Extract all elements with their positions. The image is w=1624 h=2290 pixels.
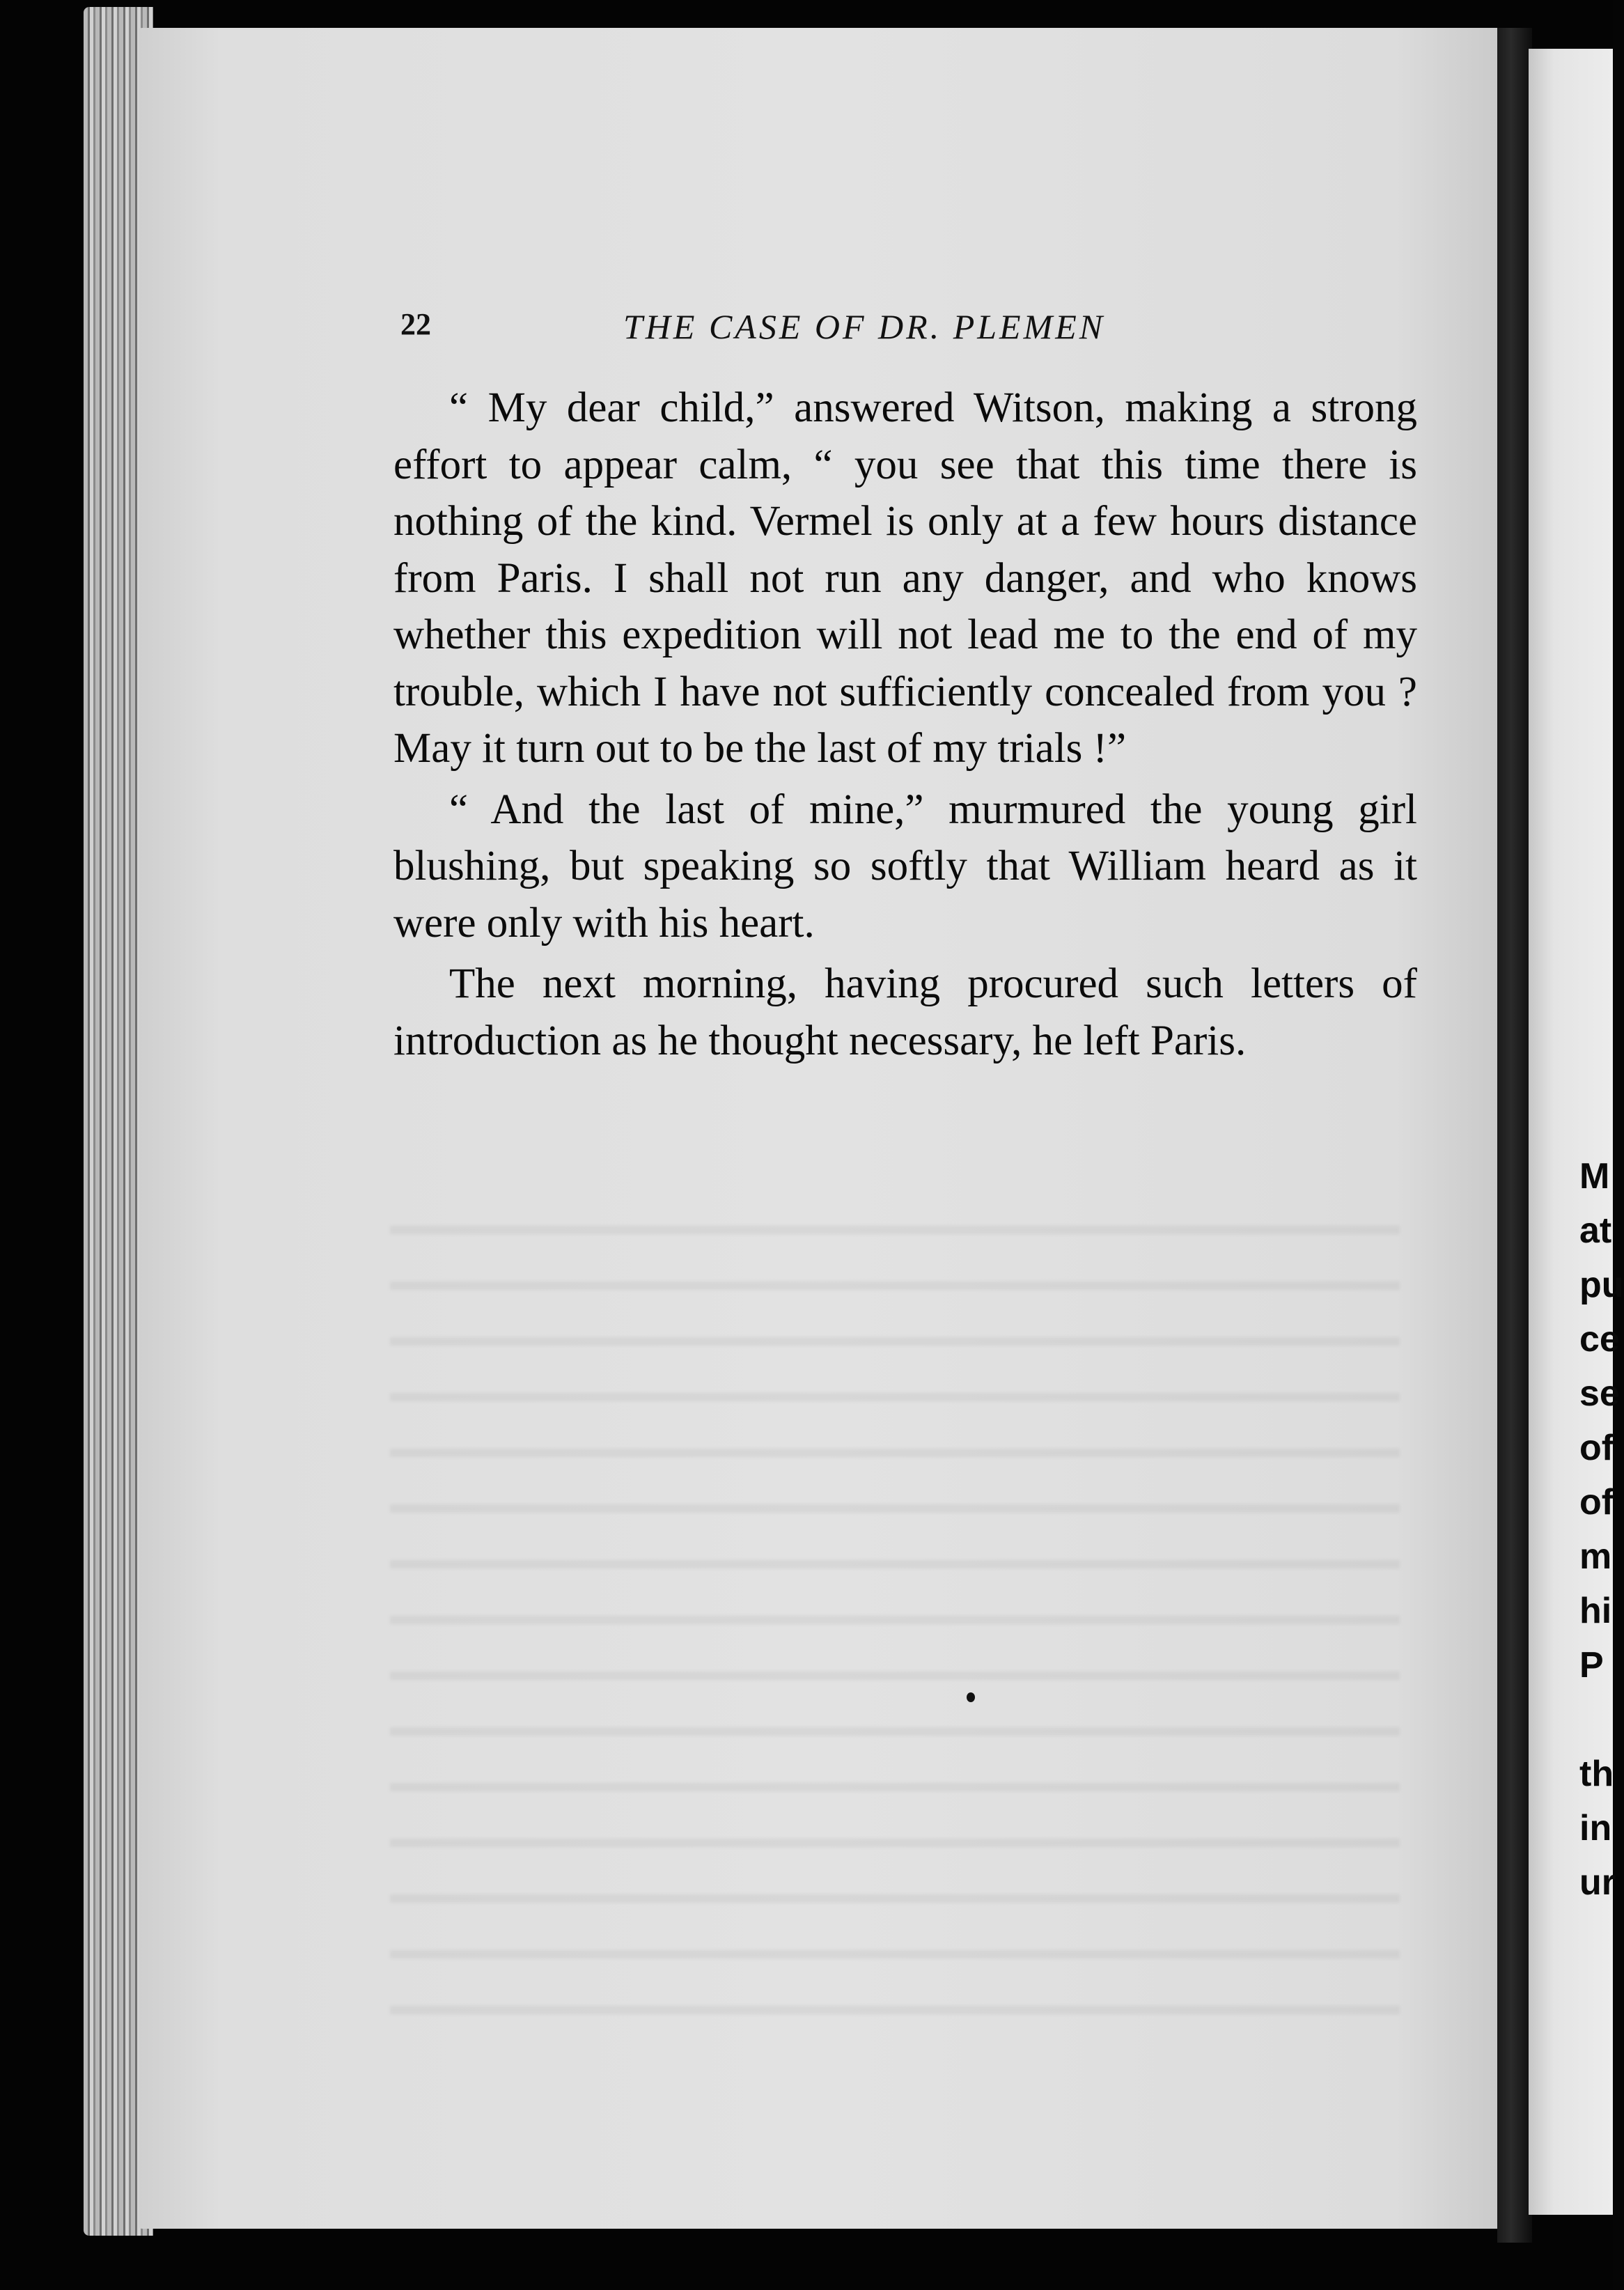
- book-gutter: [1497, 28, 1532, 2243]
- ink-speck: [967, 1692, 975, 1702]
- fragment: ur: [1579, 1862, 1616, 1903]
- facing-page-text: [1579, 1149, 1624, 1910]
- fragment: of: [1579, 1482, 1614, 1522]
- running-title: THE CASE OF DR. PLEMEN: [623, 307, 1106, 346]
- fragment-gap: [1579, 1692, 1613, 1747]
- body-text: [393, 380, 1417, 1073]
- fragment: M: [1579, 1156, 1610, 1197]
- running-header: [400, 306, 1431, 355]
- fragment: ce: [1579, 1319, 1620, 1360]
- page-number: 22: [400, 307, 431, 341]
- fragment: hi: [1579, 1591, 1612, 1631]
- fragment: P: [1579, 1645, 1604, 1685]
- fragment: in: [1579, 1808, 1612, 1848]
- paragraph-2: “ And the last of mine,” murmured the young girl blushing, but speaking so softly that William heard as it were only with his heart.: [393, 786, 1417, 947]
- paragraph-1: “ My dear child,” answered Witson, making a strong effort to appear calm, “ you see that this time there is nothing of the kind. Vermel is only at a few hours distance from Paris. I shall not run any danger, and who knows whether this expedition will not lead me to the end of my trouble, which I have not sufficiently concealed from you ? May it turn out to be the last of my trials !”: [393, 384, 1417, 772]
- fragment: se: [1579, 1373, 1620, 1414]
- fragment: at: [1579, 1210, 1612, 1251]
- fragment: of: [1579, 1428, 1614, 1468]
- bleed-through-text: [390, 1184, 1400, 2020]
- fragment: th: [1579, 1754, 1614, 1794]
- paragraph-3: The next morning, having procured such letters of introduction as he thought necessary, he left Paris.: [393, 960, 1417, 1064]
- fragment: m: [1579, 1536, 1612, 1577]
- fragment: pu: [1579, 1265, 1624, 1305]
